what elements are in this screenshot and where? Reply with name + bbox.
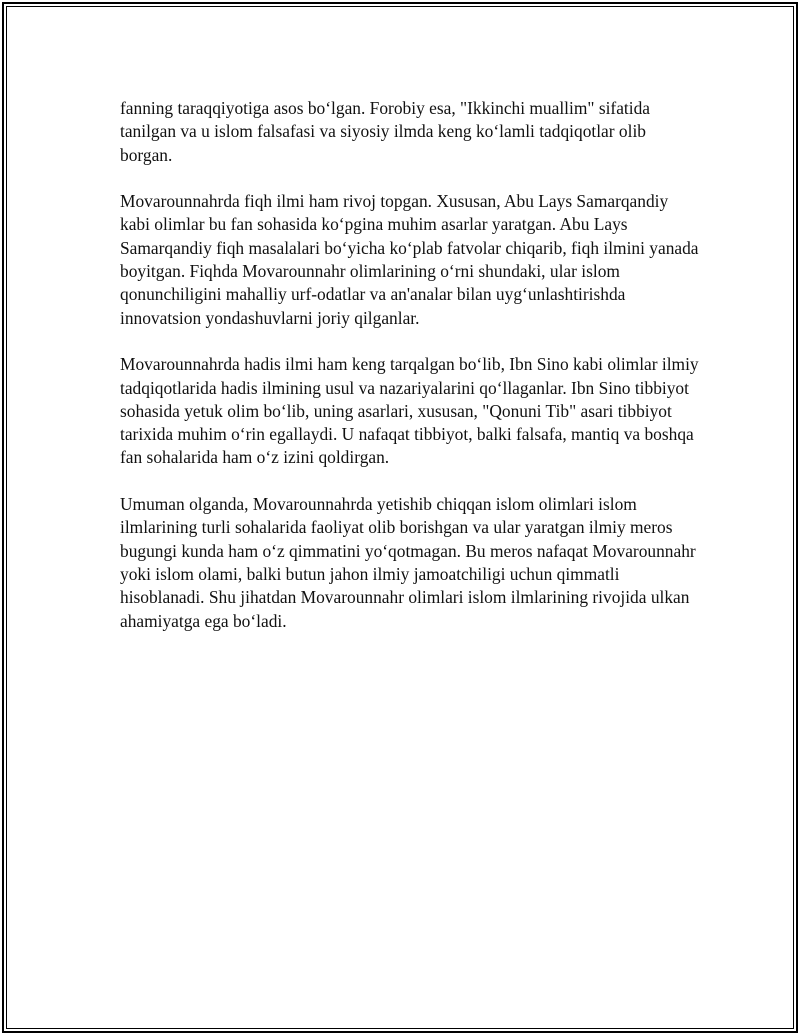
paragraph-3: Movarounnahrda hadis ilmi ham keng tarqalgan bo‘lib, Ibn Sino kabi olimlar ilmiy tadqiqotlarida hadis ilmining usul va nazariyalarini qo‘llaganlar. Ibn Sino tibbiyot sohasida yetuk olim bo‘lib, uning asarlari, xususan, "Qonuni Tib" asari tibbiyot tarixida muhim o‘rin egallaydi. U nafaqat tibbiyot, balki falsafa, mantiq va boshqa fan sohalarida ham o‘z izini qoldirgan. <box>120 354 699 468</box>
paragraph-4: Umuman olganda, Movarounnahrda yetishib chiqqan islom olimlari islom ilmlarining turli sohalarida faoliyat olib borishgan va ular yaratgan ilmiy meros bugungi kunda ham o‘z qimmatini yo‘qotmagan. Bu meros nafaqat Movarounnahr yoki islom olami, balki butun jahon ilmiy jamoatchiligi uchun qimmatli hisoblanadi. Shu jihatdan Movarounnahr olimlari islom ilmlarining rivojida ulkan ahamiyatga ega bo‘ladi. <box>120 494 696 631</box>
paragraph-1: fanning taraqqiyotiga asos bo‘lgan. Forobiy esa, "Ikkinchi muallim" sifatida tanilgan va u islom falsafasi va siyosiy ilmda keng ko‘lamli tadqiqotlar olib borgan. <box>120 98 651 165</box>
document-page <box>2 2 798 1033</box>
paragraph-2: Movarounnahrda fiqh ilmi ham rivoj topgan. Xususan, Abu Lays Samarqandiy kabi olimlar bu fan sohasida ko‘pgina muhim asarlar yaratgan. Abu Lays Samarqandiy fiqh masalalari bo‘yicha ko‘plab fatvolar chiqarib, fiqh ilmini yanada boyitgan. Fiqhda Movarounnahr olimlarining o‘rni shundaki, ular islom qonunchiligini mahalliy urf-odatlar va an'analar bilan uyg‘unlashtirishda innovatsion yondashuvlarni joriy qilganlar. <box>120 191 699 328</box>
document-body <box>120 97 700 656</box>
